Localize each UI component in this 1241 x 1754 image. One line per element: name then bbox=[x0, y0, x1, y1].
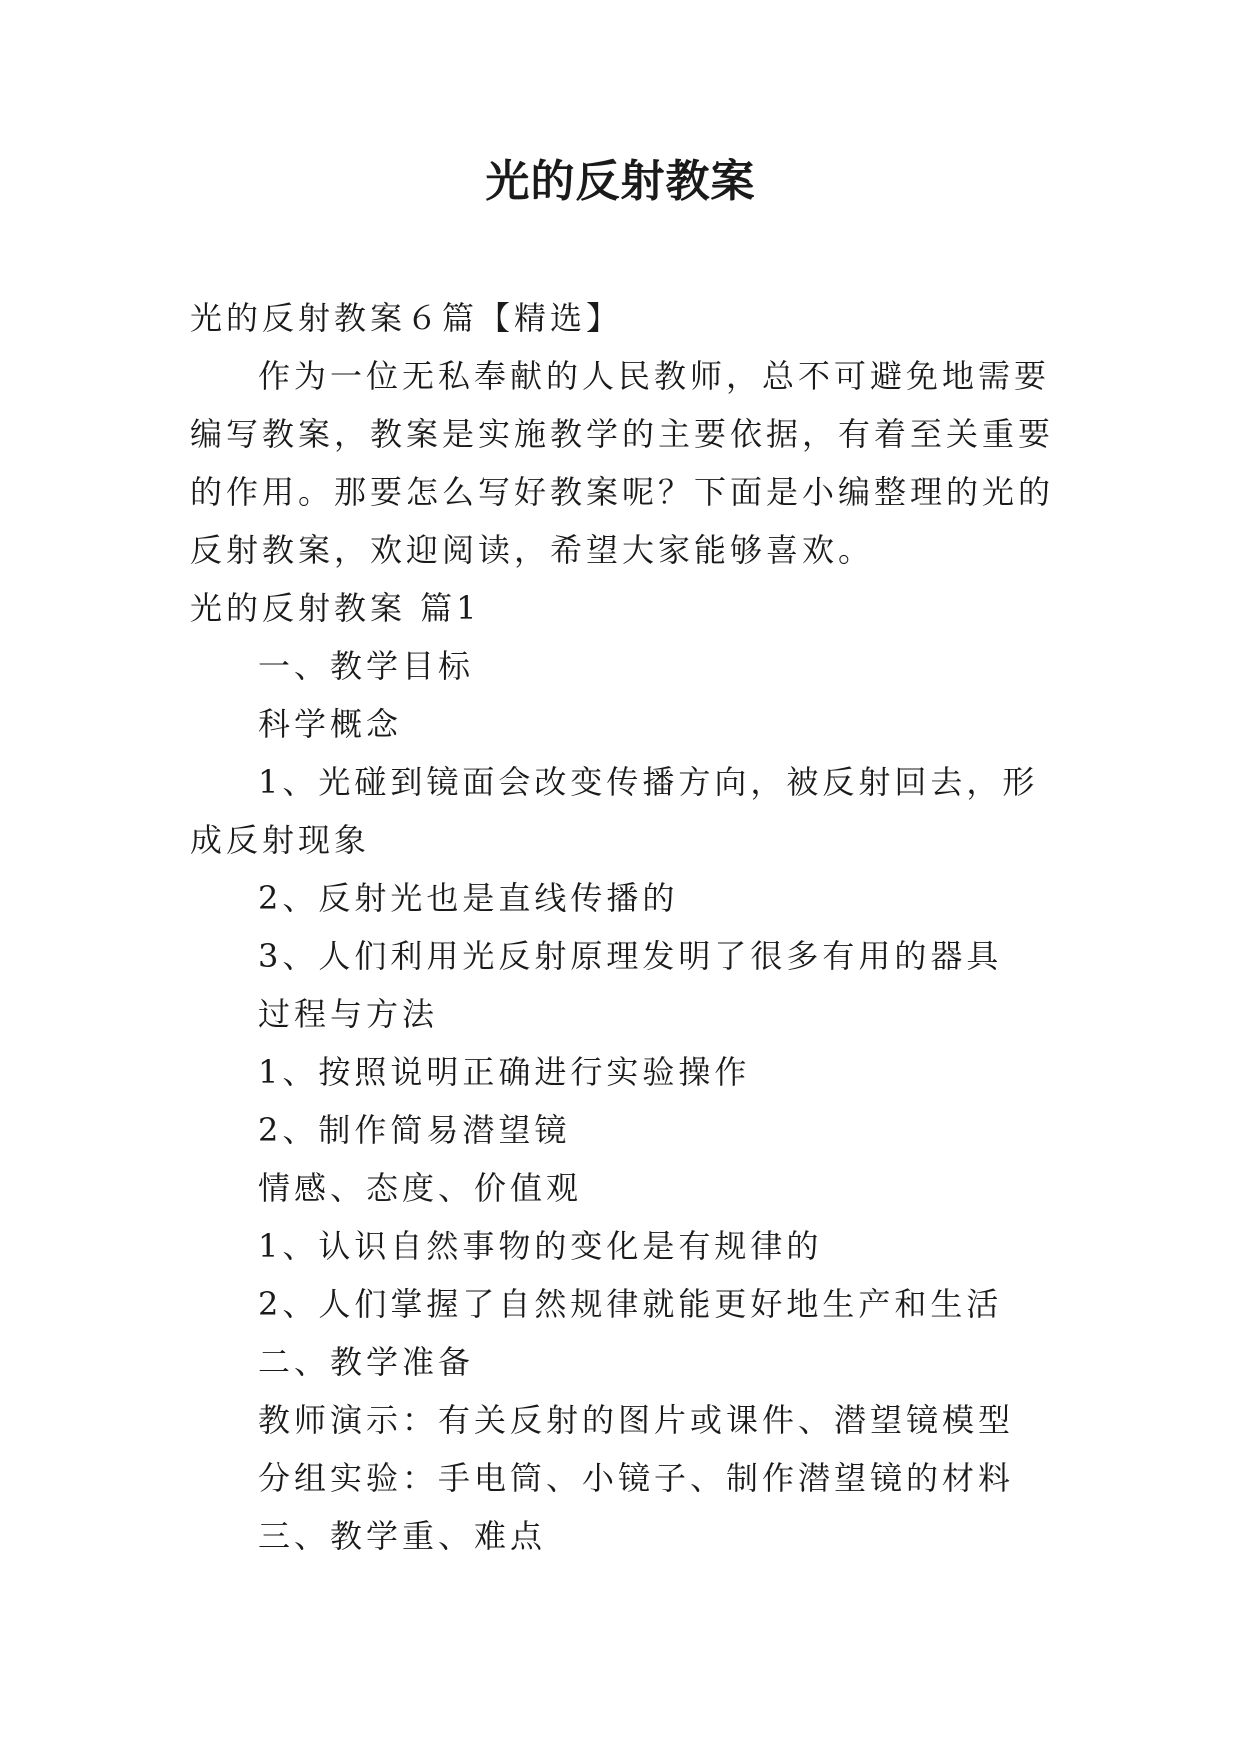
intro-paragraph: 作为一位无私奉献的人民教师，总不可避免地需要编写教案，教案是实施教学的主要依据，有着至关重要的作用。那要怎么写好教案呢？下面是小编整理的光的反射教案，欢迎阅读，希望大家能够喜欢。 bbox=[190, 357, 1055, 569]
list-item: 3、人们利用光反射原理发明了很多有用的器具 bbox=[258, 937, 1003, 975]
list-item: 1、按照说明正确进行实验操作 bbox=[258, 1053, 751, 1091]
document-subtitle: 光的反射教案６篇【精选】 bbox=[190, 299, 623, 337]
heading-key-difficult-points: 三、教学重、难点 bbox=[258, 1517, 547, 1555]
section-heading: 光的反射教案 篇1 bbox=[190, 589, 481, 627]
heading-attitudes-values: 情感、态度、价值观 bbox=[258, 1169, 583, 1207]
list-item: 1、光碰到镜面会改变传播方向，被反射回去，形成反射现象 bbox=[190, 763, 1039, 859]
list-item: 2、人们掌握了自然规律就能更好地生产和生活 bbox=[258, 1285, 1003, 1323]
heading-science-concepts: 科学概念 bbox=[258, 705, 403, 743]
list-item: 2、反射光也是直线传播的 bbox=[258, 879, 679, 917]
list-item: 分组实验：手电筒、小镜子、制作潜望镜的材料 bbox=[258, 1459, 1015, 1497]
heading-teaching-preparation: 二、教学准备 bbox=[258, 1343, 475, 1381]
document-title: 光的反射教案 bbox=[485, 156, 756, 207]
heading-process-methods: 过程与方法 bbox=[258, 995, 439, 1033]
document-body bbox=[190, 289, 1070, 1565]
list-item: 1、认识自然事物的变化是有规律的 bbox=[258, 1227, 823, 1265]
list-item: 教师演示：有关反射的图片或课件、潜望镜模型 bbox=[258, 1401, 1015, 1439]
list-item: 2、制作简易潜望镜 bbox=[258, 1111, 571, 1149]
heading-teaching-goals: 一、教学目标 bbox=[258, 647, 475, 685]
